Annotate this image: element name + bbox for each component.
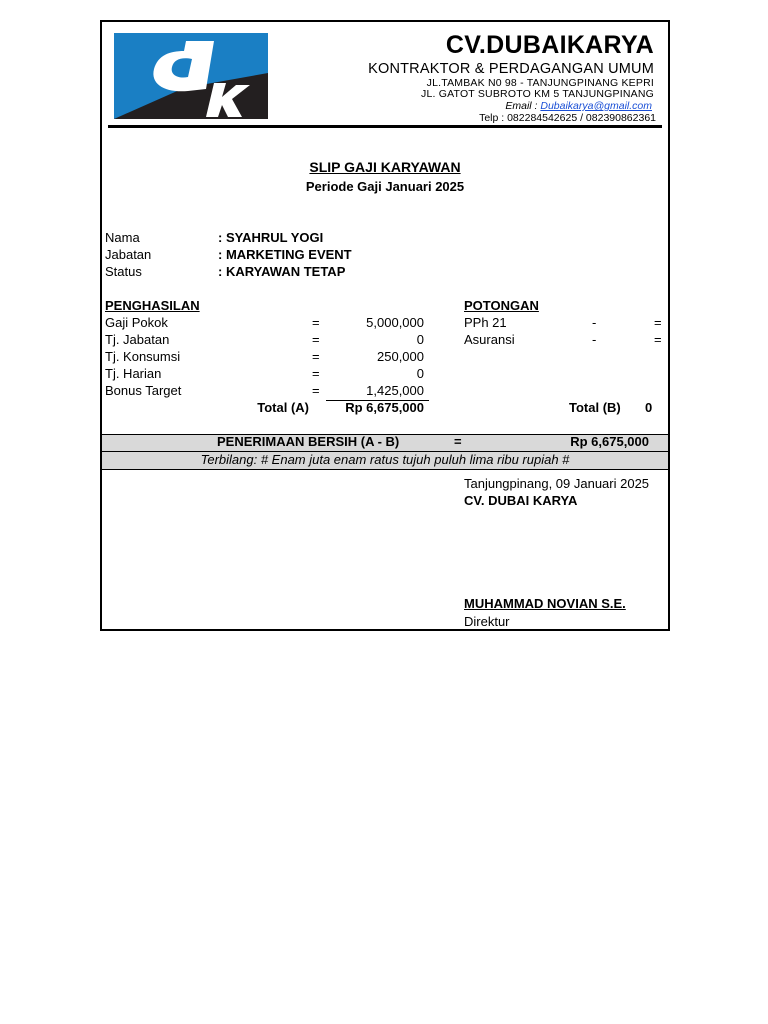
position-value: : MARKETING EVENT [218,247,352,262]
salary-slip [100,20,670,631]
income-row-eq: = [312,366,320,381]
email-label: Email : [505,100,541,112]
income-row-label: Tj. Harian [105,366,162,381]
name-value: : SYAHRUL YOGI [218,230,324,245]
address-line-2: JL. GATOT SUBROTO KM 5 TANJUNGPINANG [421,88,654,100]
income-row-value: 0 [416,366,424,381]
address-line-1: JL.TAMBAK N0 98 - TANJUNGPINANG KEPRI [426,77,654,89]
income-row-eq: = [312,332,320,347]
name-label: Nama [105,230,140,245]
income-heading: PENGHASILAN [105,298,200,313]
header-divider [108,125,662,128]
deduction-total-label: Total (B) [569,400,621,415]
company-name: CV.DUBAIKARYA [445,31,654,59]
income-row-label: Tj. Jabatan [105,332,170,347]
deduction-row-eq: = [654,315,662,330]
net-pay-in-words: Terbilang: # Enam juta enam ratus tujuh puluh lima ribu rupiah # [200,452,570,467]
slip-period: Periode Gaji Januari 2025 [305,179,465,194]
income-row-eq: = [312,383,320,398]
deduction-row-eq: = [654,332,662,347]
income-row-value: 1,425,000 [366,383,424,398]
income-row-eq: = [312,349,320,364]
position-label: Jabatan [105,247,152,262]
income-total-label: Total (A) [257,400,309,415]
income-row-label: Gaji Pokok [105,315,168,330]
net-pay-value: Rp 6,675,000 [570,434,649,449]
net-pay-label: PENERIMAAN BERSIH (A - B) [217,434,400,449]
income-row-value: 250,000 [377,349,424,364]
income-row-value: 5,000,000 [366,315,424,330]
email-line [505,100,652,112]
deduction-row-label: Asuransi [464,332,515,347]
slip-title: SLIP GAJI KARYAWAN [309,159,461,175]
status-label: Status [105,264,142,279]
deduction-row-dash: - [592,315,597,330]
phone-line: Telp : 082284542625 / 082390862361 [479,112,656,124]
income-row-label: Tj. Konsumsi [105,349,181,364]
status-value: : KARYAWAN TETAP [218,264,346,279]
company-logo [114,33,268,119]
signature-company: CV. DUBAI KARYA [464,493,578,508]
signer-name: MUHAMMAD NOVIAN S.E. [464,596,626,611]
income-row-value: 0 [416,332,424,347]
income-row-eq: = [312,315,320,330]
place-date: Tanjungpinang, 09 Januari 2025 [464,476,650,491]
income-row-label: Bonus Target [105,383,182,398]
deduction-row-dash: - [592,332,597,347]
company-type: KONTRAKTOR & PERDAGANGAN UMUM [368,61,654,77]
deduction-total-value: 0 [645,400,653,415]
deduction-row-label: PPh 21 [464,315,507,330]
deduction-heading: POTONGAN [464,298,539,313]
income-total-value: Rp 6,675,000 [345,400,424,415]
email-link[interactable]: Dubaikarya@gmail.com [540,100,652,112]
net-pay-eq: = [454,434,462,449]
signer-role: Direktur [464,614,510,629]
